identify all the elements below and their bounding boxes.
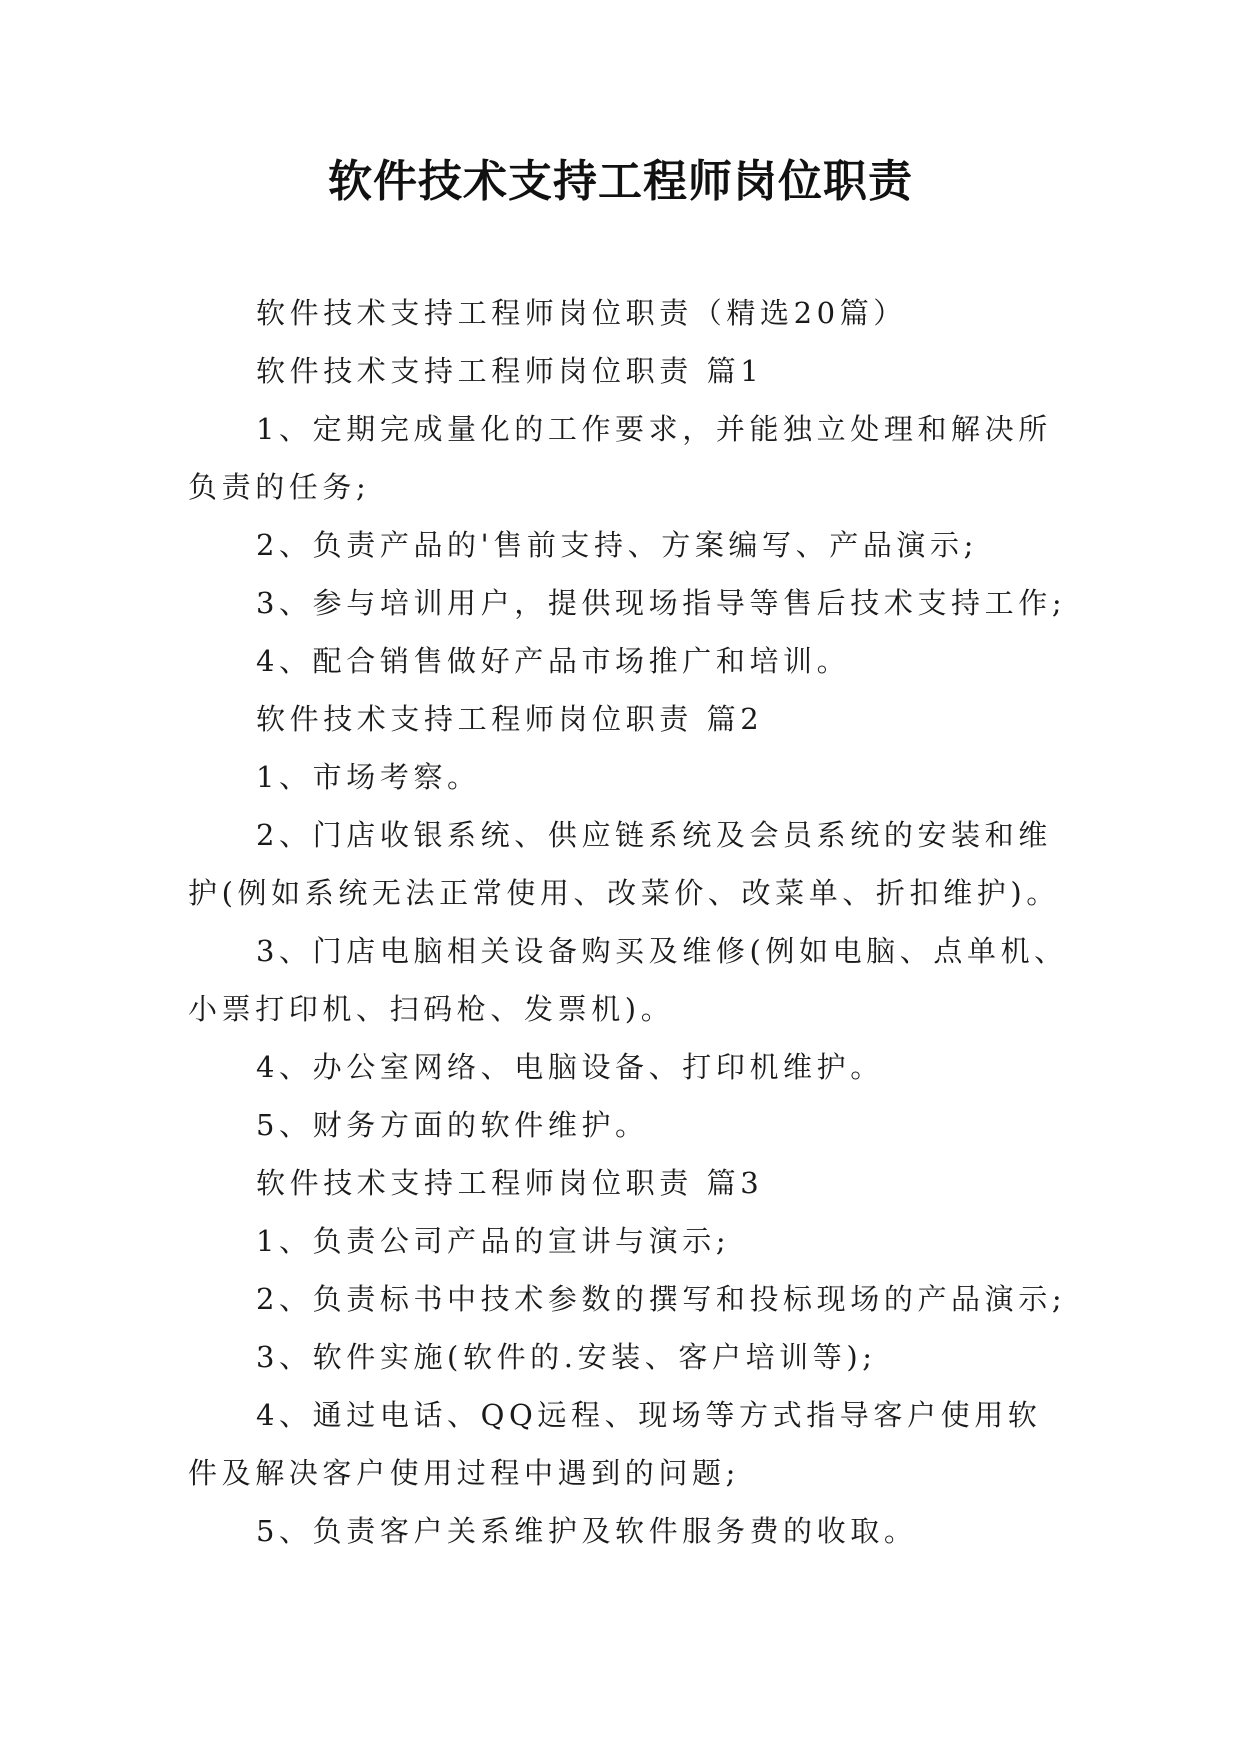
list-item: 4、通过电话、QQ远程、现场等方式指导客户使用软件及解决客户使用过程中遇到的问题; (188, 1398, 1042, 1490)
section-heading-3: 软件技术支持工程师岗位职责 篇3 (256, 1166, 764, 1200)
list-item: 5、负责客户关系维护及软件服务费的收取。 (256, 1514, 918, 1548)
list-item: 2、负责产品的'售前支持、方案编写、产品演示; (256, 528, 978, 562)
list-item: 5、财务方面的软件维护。 (256, 1108, 649, 1142)
list-item: 3、门店电脑相关设备购买及维修(例如电脑、点单机、小票打印机、扫码枪、发票机)。 (188, 934, 1068, 1026)
section-heading-1: 软件技术支持工程师岗位职责 篇1 (256, 354, 764, 388)
document-title: 软件技术支持工程师岗位职责 (328, 156, 913, 207)
list-item: 2、门店收银系统、供应链系统及会员系统的安装和维护(例如系统无法正常使用、改菜价、改菜单、折扣维护)。 (188, 818, 1060, 910)
section-heading-2: 软件技术支持工程师岗位职责 篇2 (256, 702, 764, 736)
list-item: 2、负责标书中技术参数的撰写和投标现场的产品演示; (256, 1282, 1067, 1316)
document-body (188, 284, 1068, 1560)
list-item: 1、市场考察。 (256, 760, 481, 794)
list-item: 4、配合销售做好产品市场推广和培训。 (256, 644, 851, 678)
doc-subtitle: 软件技术支持工程师岗位职责（精选20篇） (256, 296, 907, 330)
list-item: 3、参与培训用户，提供现场指导等售后技术支持工作; (256, 586, 1067, 620)
list-item: 1、定期完成量化的工作要求，并能独立处理和解决所负责的任务; (188, 412, 1052, 504)
list-item: 3、软件实施(软件的.安装、客户培训等); (256, 1340, 877, 1374)
list-item: 4、办公室网络、电脑设备、打印机维护。 (256, 1050, 884, 1084)
list-item: 1、负责公司产品的宣讲与演示; (256, 1224, 731, 1258)
